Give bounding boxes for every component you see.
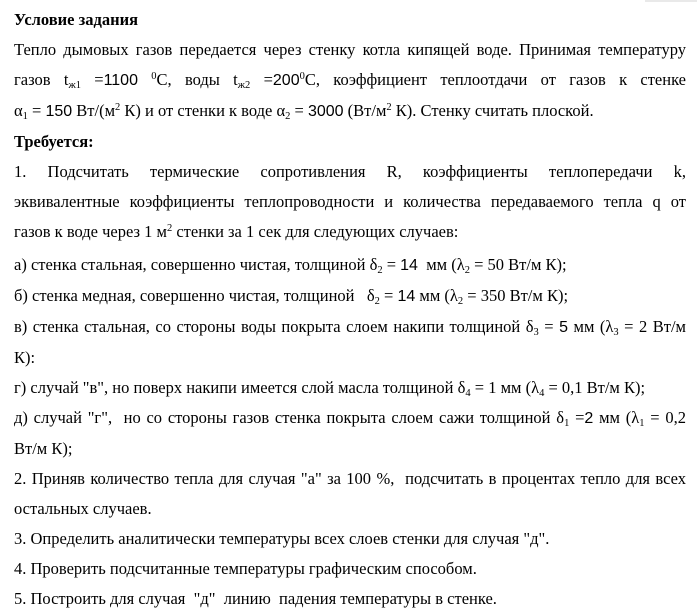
task-3-line: 3. Определить аналитически температуры всех слоев стенки для случая "д".: [14, 529, 550, 548]
problem-text-line-1: Тепло дымовых газов передается через стенку котла кипящей воде. Принимая температуру: [14, 40, 686, 59]
case-v-line-2: К):: [14, 348, 36, 367]
case-g-line: г) случай "в", но поверх накипи имеется слой масла толщиной $\delta_4 = 1$ мм ($\lambda_4 = 0,1$ Вт/м К);: [14, 378, 646, 399]
case-a-line: а) стенка стальная, совершенно чистая, толщиной $\delta_2 = 14$ мм ($\lambda_2 = 50$ Вт/м К);: [14, 255, 567, 276]
case-b-line: б) стенка медная, совершенно чистая, толщиной $\delta_2 = 14$ мм ($\lambda_2 = 350$ Вт/м К);: [14, 286, 569, 307]
heading-required: Требуется:: [14, 132, 94, 151]
heading-condition: Условие задания: [14, 10, 139, 29]
window-edge-artifact: [645, 0, 697, 2]
task-1-line-2: эквивалентные коэффициенты теплопроводности и количества передаваемого тепла q от: [14, 192, 686, 211]
task-1-line-1: 1. Подсчитать термические сопротивления R, коэффициенты теплопередачи k,: [14, 162, 686, 181]
case-d-line-1: д) случай "г", но со стороны газов стенка покрыта слоем сажи толщиной $\delta_1 =2$ мм ($\lambda_1 = 0,2$: [14, 408, 686, 429]
problem-text-line-3: $\alpha_1 = 150$ $Вт/(м^2$ К) и от стенки к воде $\alpha_2 = 3000$ ($Вт/м^2$ К). Стенку считать плоской.: [14, 101, 594, 122]
case-v-line-1: в) стенка стальная, со стороны воды покрыта слоем накипи толщиной $\delta_3 = 5$ мм ($\lambda_3 = 2$ Вт/м: [14, 317, 686, 338]
task-1-line-3: газов к воде через 1 $м^2$ стенки за 1 сек для следующих случаев:: [14, 222, 459, 241]
task-4-line: 4. Проверить подсчитанные температуры графическим способом.: [14, 559, 477, 578]
case-d-line-2: Вт/м К);: [14, 439, 73, 458]
problem-text-line-2: газов $t_{ж1} =1100$ $^0$С, воды $t_{ж2} =200^0С$, коэффициент теплоотдачи от газов к стенке: [14, 70, 686, 91]
task-5-line: 5. Построить для случая "д" линию падения температуры в стенке.: [14, 589, 497, 608]
task-2-line-1: 2. Приняв количество тепла для случая "а" за 100 %, подсчитать в процентах тепло для всех: [14, 469, 686, 488]
task-2-line-2: остальных случаев.: [14, 499, 152, 518]
